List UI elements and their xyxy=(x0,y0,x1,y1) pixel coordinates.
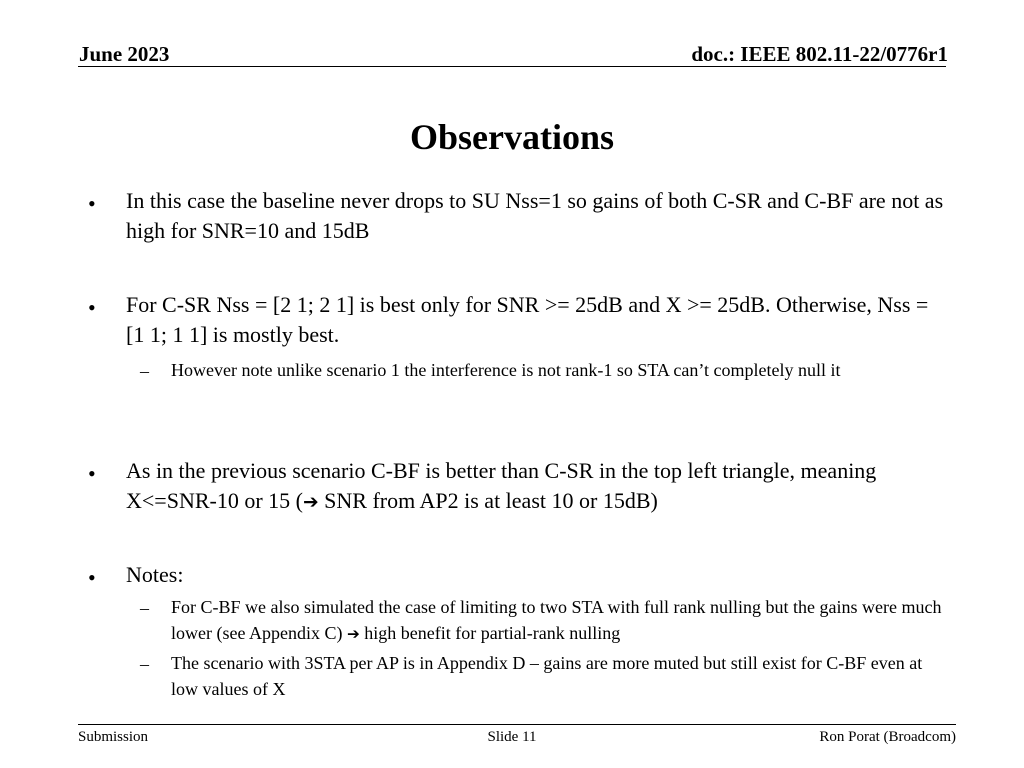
bullet-text-1: In this case the baseline never drops to SU Nss=1 so gains of both C-SR and C-BF are not as high for SNR=10 and 15dB xyxy=(126,188,944,243)
slide-number: Slide 11 xyxy=(487,729,537,745)
footer-author: Ron Porat (Broadcom) xyxy=(819,729,956,745)
header-doc-id: doc.: IEEE 802.11-22/0776r1 xyxy=(691,42,948,66)
sub-bullet-marker: – xyxy=(140,361,149,381)
footer-submission: Submission xyxy=(78,729,149,745)
sub-bullet-text-4-1-part-1: For C-BF we also simulated the case of limiting to two STA with full rank nulling but the gains were much lower (see Appendix C) xyxy=(171,597,942,643)
header-divider xyxy=(78,66,946,67)
sub-bullet-marker: – xyxy=(140,598,149,618)
bullet-marker: • xyxy=(88,461,96,486)
slide-title: Observations xyxy=(409,117,614,157)
sub-bullet-text-4-2: The scenario with 3STA per AP is in Appendix D – gains are more muted but still exist for C-BF even at low values of X xyxy=(171,653,923,699)
bullet-text-2: For C-SR Nss = [2 1; 2 1] is best only for SNR >= 25dB and X >= 25dB. Otherwise, Nss = [1 1; 1 1] is mostly best. xyxy=(126,292,929,347)
bullet-text-3-part-2: SNR from AP2 is at least 10 or 15dB) xyxy=(318,488,658,513)
bullet-marker: • xyxy=(88,295,96,320)
header-date: June 2023 xyxy=(79,42,170,66)
footer-divider xyxy=(78,724,956,725)
right-arrow-icon: ➔ xyxy=(346,625,360,643)
bullet-text-4: Notes: xyxy=(126,562,184,587)
bullet-text-3 xyxy=(126,456,946,518)
bullet-marker: • xyxy=(88,191,96,216)
sub-bullet-text-4-1 xyxy=(171,594,951,647)
right-arrow-icon: ➔ xyxy=(302,492,319,513)
sub-bullet-text-4-1-part-2: high benefit for partial-rank nulling xyxy=(359,623,621,643)
bullet-marker: • xyxy=(88,565,96,590)
sub-bullet-text-2-1: However note unlike scenario 1 the interference is not rank-1 so STA can’t completely null it xyxy=(171,360,841,380)
bullet-text-3-part-1: As in the previous scenario C-BF is better than C-SR in the top left triangle, meaning X<=SNR-10 or 15 ( xyxy=(126,458,877,513)
sub-bullet-marker: – xyxy=(140,654,149,674)
